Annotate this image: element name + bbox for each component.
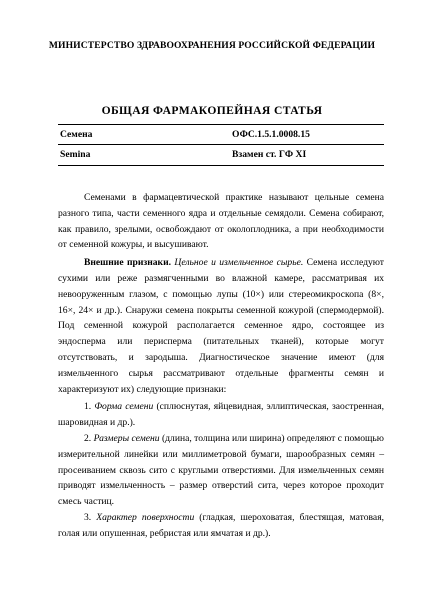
intro-paragraph: Семенами в фармацевтической практике называют цельные семена разного типа, части семенного ядра и отдельные семядоли. Семена собирают, как правило, зрелыми, освобождают от околоплодника, а при необходимости от семенной кожуры, и высушивают.	[58, 192, 384, 251]
item-text: (длина, толщина или ширина) определяют с помощью измерительной линейки или миллиметровой бумаги, шарообразных семян – просеиванием сквозь сито с круглыми отверстиями. Для измельченных семян приводят измельченность – размер отверстий сита, через которое проходит смесь частиц.	[58, 432, 384, 508]
list-item	[58, 510, 384, 542]
article-name-la: Semina	[60, 149, 91, 160]
item-term: Характер поверхности	[96, 511, 195, 523]
rule-bottom	[58, 165, 384, 166]
list-item	[58, 399, 384, 431]
section-subheading: Цельное и измельченное сырье.	[174, 257, 304, 269]
external-features-paragraph	[58, 255, 384, 397]
rule-top	[58, 124, 384, 125]
item-number: 1.	[84, 401, 92, 413]
ministry-header: МИНИСТЕРСТВО ЗДРАВООХРАНЕНИЯ РОССИЙСКОЙ ФЕДЕРАЦИИ	[48, 40, 376, 51]
article-body	[58, 190, 384, 542]
list-item	[58, 431, 384, 510]
item-term: Форма семени	[94, 401, 154, 413]
section-heading: Внешние признаки.	[84, 257, 171, 269]
rule-middle	[58, 144, 384, 145]
article-code: ОФС.1.5.1.0008.15	[232, 129, 310, 140]
article-name-ru: Семена	[60, 129, 93, 140]
item-number: 3.	[84, 511, 92, 523]
section-text: Семена исследуют сухими или реже размягченными во влажной камере, рассматривая их невооруженным глазом, с помощью лупы (10×) или стереомикроскопа (8×, 16×, 24× и др.). Снаружи семена покрыты семенной кожурой (спермодермой). Под семенной кожурой располагается семенное ядро, состоящее из эндосперма или перисперма (питательных тканей), которые могут отсутствовать, и зародыша. Диагностическое значение имеют (для измельченного сырья рассматривают отдельные фрагменты семян и характеризуют их) следующие признаки:	[58, 257, 384, 395]
item-term: Размеры семени	[93, 432, 160, 444]
article-title: ОБЩАЯ ФАРМАКОПЕЙНАЯ СТАТЬЯ	[101, 104, 323, 117]
item-text: (сплюснутая, яйцевидная, эллиптическая, заостренная, шаровидная и др.).	[58, 401, 384, 429]
item-number: 2.	[84, 432, 92, 444]
item-text: (гладкая, шероховатая, блестящая, матовая, голая или опушенная, ребристая или ямчатая и др.).	[58, 511, 385, 539]
replaces-note: Взамен ст. ГФ XI	[232, 149, 307, 160]
